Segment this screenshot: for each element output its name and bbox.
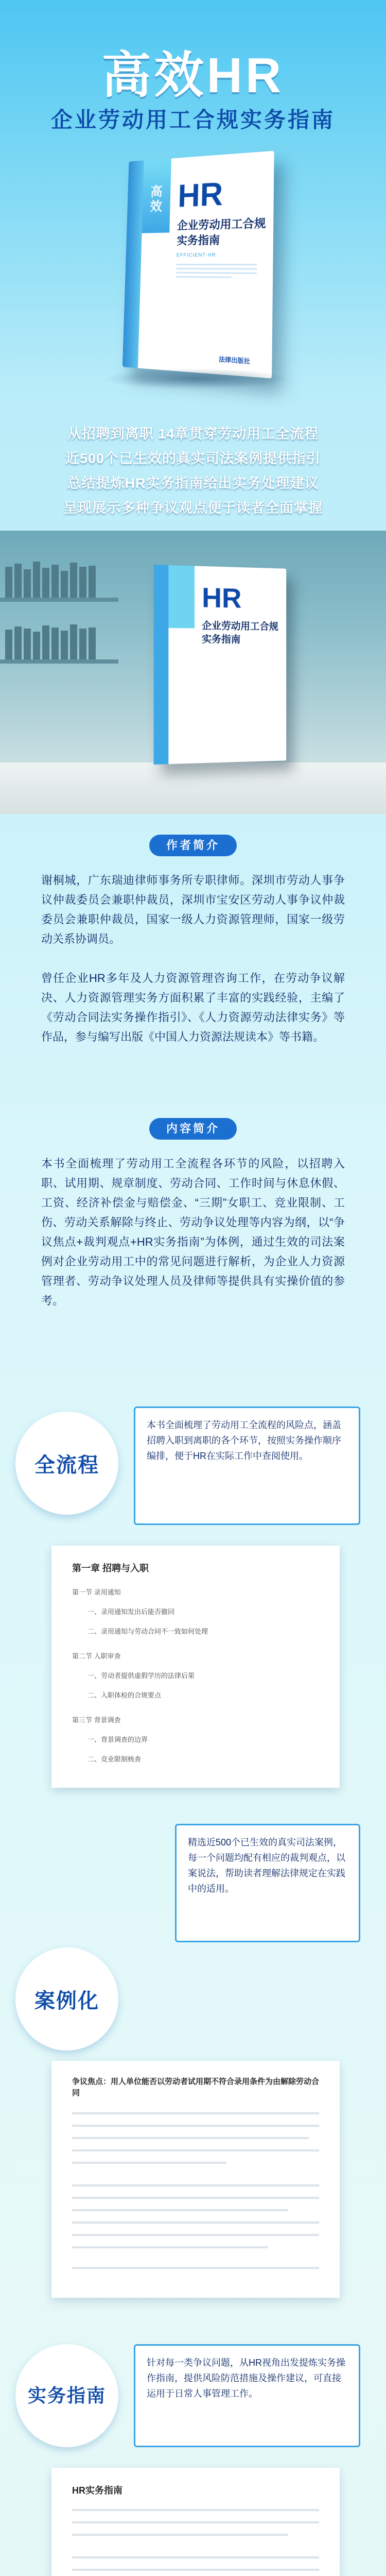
text-line (72, 2222, 319, 2224)
case-page-title: 争议焦点：用人单位能否以劳动者试用期不符合录用条件为由解除劳动合同 (72, 2077, 320, 2097)
photo-book (154, 565, 287, 765)
text-line (72, 2534, 288, 2536)
toc-page (51, 1546, 340, 1788)
intro-section (0, 1113, 386, 1381)
table-surface (0, 762, 386, 814)
guide-page (51, 2468, 340, 2576)
text-line (72, 2162, 226, 2164)
intro-paragraph: 本书全面梳理了劳动用工全流程各环节的风险，以招聘入职、试用期、规章制度、劳动合同、工作时间与休息休假、工资、经济补偿金与赔偿金、“三期”女职工、竞业限制、工伤、劳动关系解除与终止、劳动争议处理等内容为纲，以“争议焦点+裁判观点+HR实务指南”为体例，通过生效的司法案例对企业劳动用工中的常见问题进行解析，为企业人力资源管理者、劳动争议处理人员及律师等提供具有实操价值的参考。 (41, 1157, 345, 1307)
feature-badge-case-based: 案例化 (15, 1947, 118, 2050)
text-line (72, 2521, 319, 2523)
shelf-books-1 (5, 562, 108, 598)
shelf-2 (0, 659, 118, 664)
book-shadow (103, 368, 288, 389)
photo-book-title-1: 企业劳动用工合规 (202, 620, 278, 633)
intro-tag: 内容简介 (149, 1118, 237, 1140)
toc-item: 二、入职体检的合规要点 (87, 1691, 162, 1699)
shelf-books-2 (5, 623, 108, 659)
feature-badge-practice-guide: 实务指南 (15, 2344, 118, 2447)
text-line (72, 2509, 319, 2511)
book-decor-lines (176, 264, 257, 281)
toc-item: 二、竞业限制核查 (87, 1755, 142, 1763)
feature-practice-guide (0, 2329, 386, 2576)
feature-case-based (0, 1819, 386, 2313)
author-tag: 作者简介 (149, 835, 237, 856)
hero-line-1: 从招聘到离职 14章贯穿劳动用工全流程 (67, 426, 319, 442)
photo-book-title-2: 实务指南 (202, 634, 241, 646)
hero-section (0, 0, 386, 531)
text-line (72, 2246, 268, 2248)
toc-item: 第一节 录用通知 (72, 1588, 121, 1596)
text-line (72, 2125, 319, 2127)
hero-line-3: 总结提炼HR实务指南给出实务处理建议 (67, 476, 319, 491)
hero-line-2: 近500个已生效的真实司法案例提供指引 (65, 451, 321, 466)
book-cover (122, 151, 274, 379)
toc-item: 第三节 背景调查 (72, 1716, 121, 1724)
text-line (72, 2234, 319, 2236)
text-line (72, 2184, 319, 2187)
feature-text-practice-guide: 针对每一类争议问题，从HR视角出发提炼实务操作指南，提供风险防范措施及操作建议，可直接运用于日常人事管理工作。 (134, 2344, 360, 2447)
shelf-1 (0, 598, 118, 602)
text-line (72, 2137, 309, 2139)
text-line (72, 2569, 319, 2571)
book-face (122, 151, 274, 379)
guide-page-title: HR实务指南 (72, 2485, 122, 2496)
toc-item: 一、劳动者提供虚假学历的法律后果 (87, 1672, 195, 1680)
author-paragraph-2: 曾任企业HR多年及人力资源管理咨询工作，在劳动争议解决、人力资源管理实务方面积累了丰富的实践经验，主编了《劳动合同法实务操作指引》、《人力资源劳动法律实务》等作品，参与编写出版《中国人力资源法规读本》等书籍。 (41, 972, 345, 1043)
feature-text-full-process: 本书全面梳理了劳动用工全流程的风险点，涵盖招聘入职到离职的各个环节，按照实务操作顺序编排，便于HR在实际工作中查阅使用。 (134, 1406, 360, 1525)
book-title-line2: 实务指南 (177, 233, 220, 247)
case-page (51, 2061, 340, 2298)
photo-book-hr: HR (202, 582, 242, 614)
book-spine-word: 高效 (148, 184, 163, 215)
book-title-line1: 企业劳动用工合规 (177, 216, 266, 232)
toc-item: 二、录用通知与劳动合同不一致如何处理 (87, 1628, 208, 1635)
text-line (72, 2267, 319, 2269)
feature-badge-full-process: 全流程 (15, 1412, 118, 1515)
feature-text-case-based: 精选近500个已生效的真实司法案例，每一个问题均配有相应的裁判观点，以案说法，帮助读者理解法律规定在实践中的适用。 (175, 1824, 360, 1942)
toc-title: 第一章 招聘与入职 (72, 1563, 149, 1573)
hero-line-4: 呈现展示多种争议观点便于读者全面掌握 (63, 500, 323, 516)
text-line (72, 2112, 319, 2114)
book-english: EFFICIENT HR (176, 252, 216, 259)
product-photo (0, 531, 386, 814)
book-hr: HR (177, 175, 223, 214)
hero-subtitle: 企业劳动用工合规实务指南 (50, 108, 335, 132)
toc-item: 第二节 入职审查 (72, 1652, 121, 1660)
text-line (72, 2197, 319, 2199)
text-line (72, 2209, 288, 2211)
book-publisher: 法律出版社 (218, 355, 251, 365)
hero-title: 高效HR (101, 48, 285, 103)
text-line (72, 2149, 319, 2151)
author-section (0, 824, 386, 1113)
author-paragraph-1: 谢桐城，广东瑞迪律师事务所专职律师。深圳市劳动人事争议仲裁委员会兼职仲裁员，深圳市宝安区劳动人事争议仲裁委员会兼职仲裁员，国家一级人力资源管理师，国家一级劳动关系协调员。 (41, 874, 345, 945)
book-spine (122, 160, 144, 368)
text-line (72, 2556, 319, 2558)
toc-item: 一、录用通知发出后能否撤回 (87, 1608, 175, 1616)
toc-item: 一、背景调查的边界 (87, 1736, 148, 1743)
feature-full-process (0, 1391, 386, 1803)
